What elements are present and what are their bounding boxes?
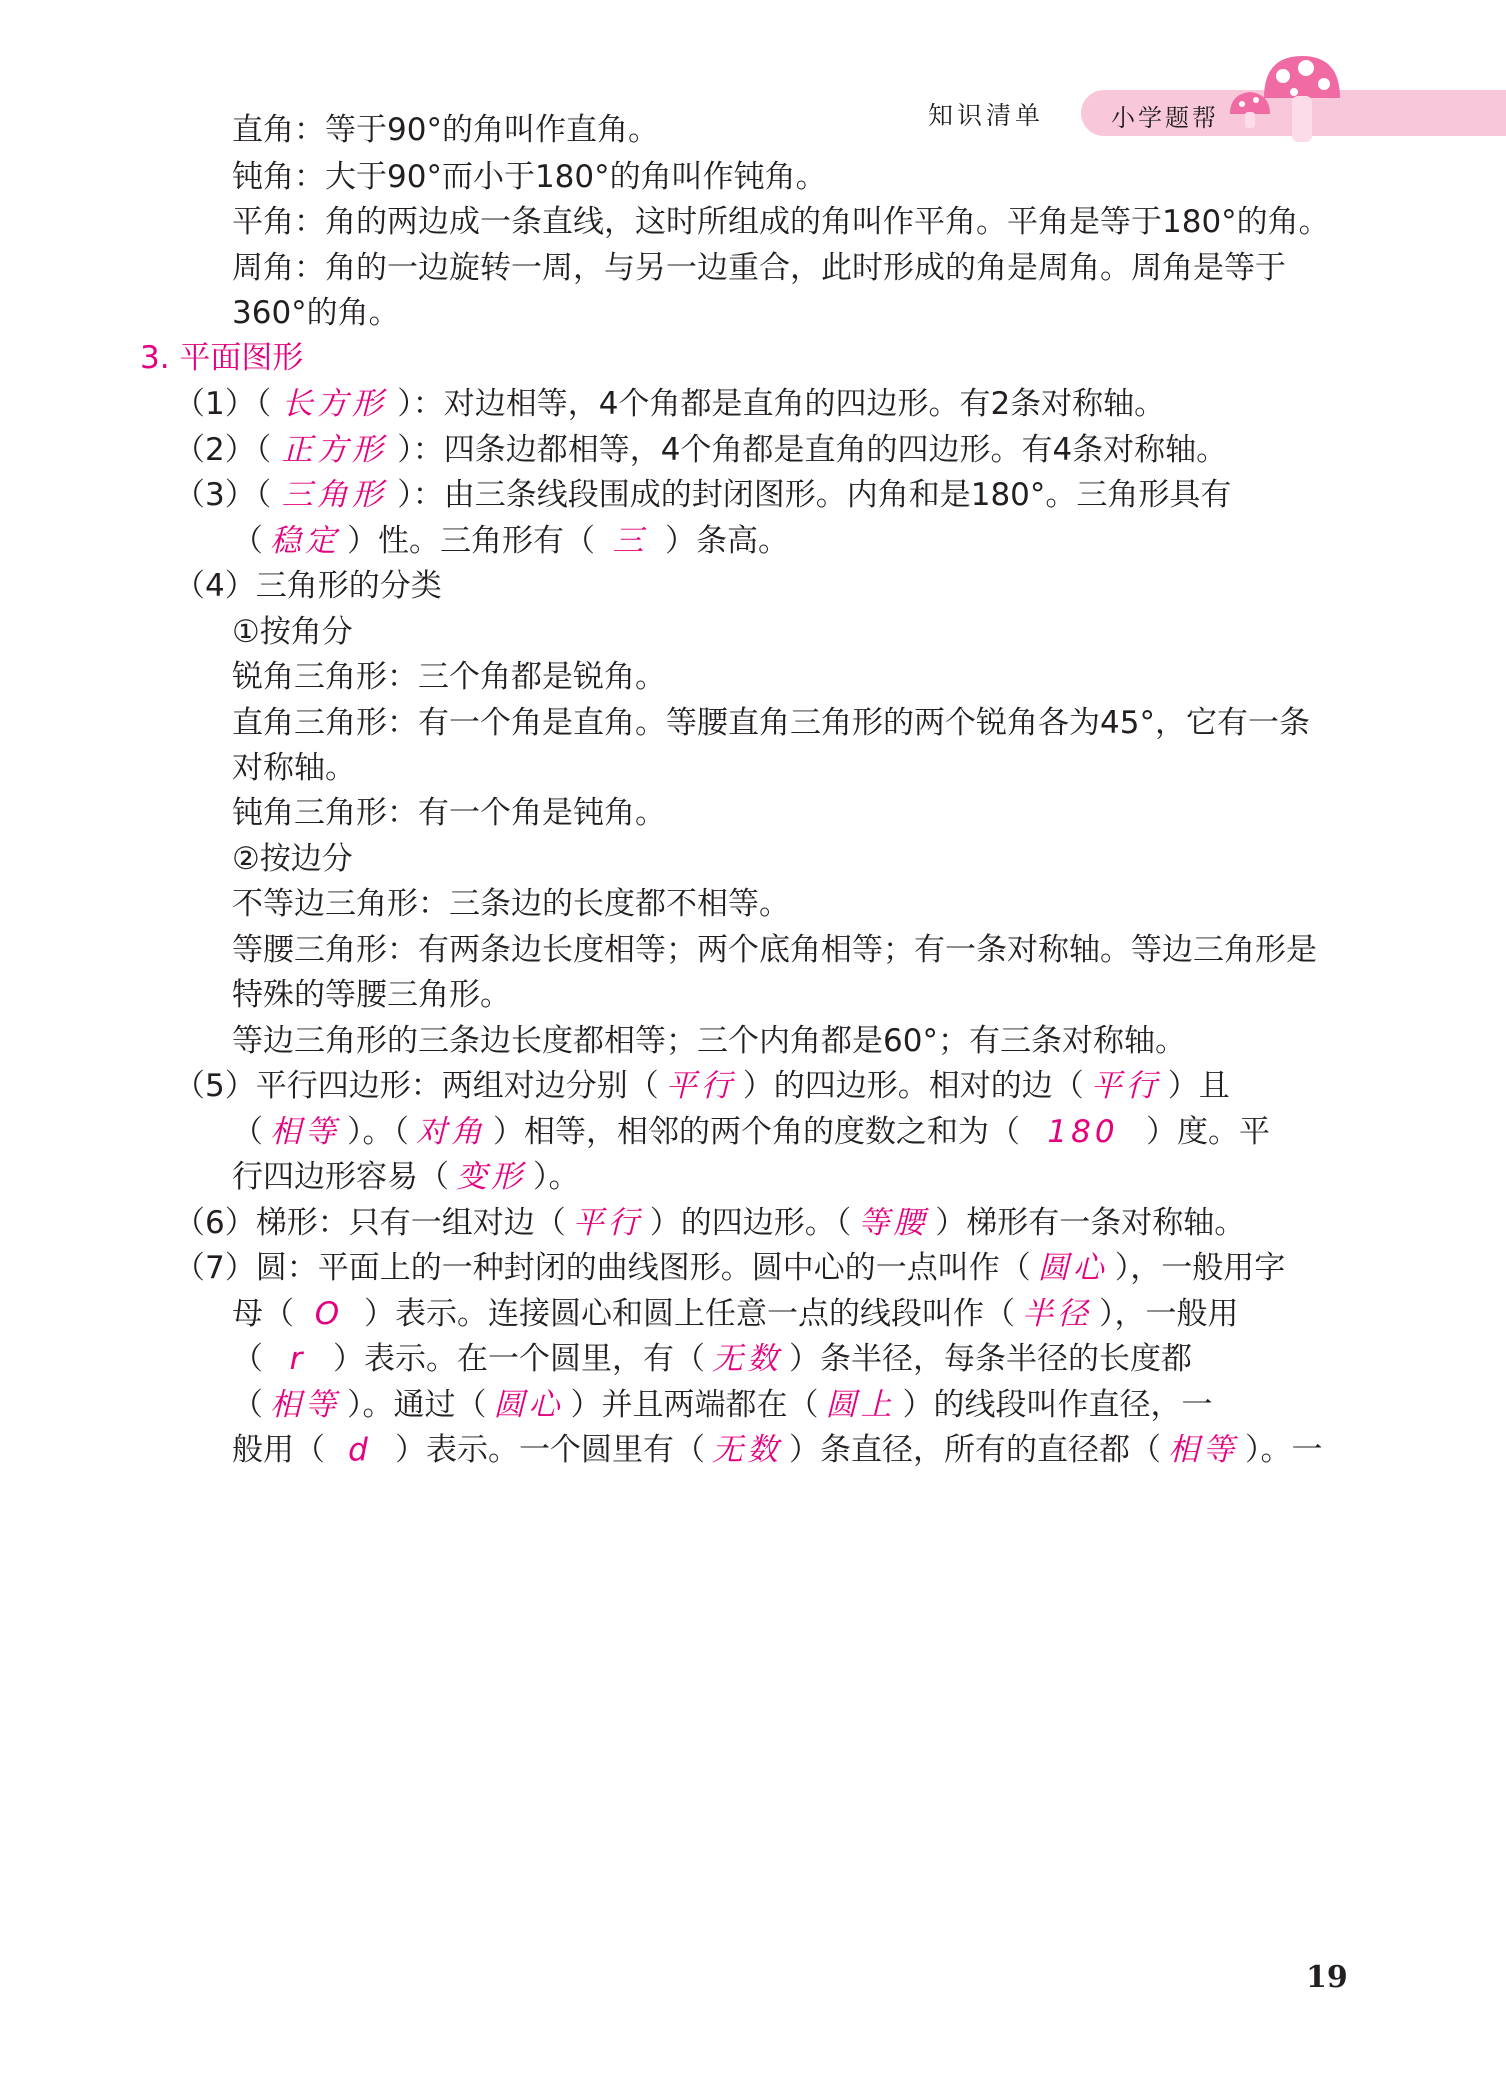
text-segment: ）性。三角形有（ xyxy=(347,523,595,559)
text-segment: 锐角三角形：三个角都是锐角。 xyxy=(232,659,666,695)
text-segment: ）梯形有一条对称轴。 xyxy=(935,1205,1246,1241)
text-segment: 直角：等于90°的角叫作直角。 xyxy=(232,112,659,148)
text-line xyxy=(232,1339,1192,1379)
answer-fill: 相等 xyxy=(1168,1432,1238,1468)
text-segment: （6）梯形：只有一组对边（ xyxy=(174,1205,566,1241)
text-segment: 周角：角的一边旋转一周，与另一边重合，此时形成的角是周角。周角是等于 xyxy=(232,250,1286,286)
text-line xyxy=(174,430,1227,470)
answer-fill: r xyxy=(289,1341,307,1377)
text-segment: ）：四条边都相等，4个角都是直角的四边形。有4条对称轴。 xyxy=(397,432,1228,468)
text-segment: ）条直径，所有的直径都（ xyxy=(789,1432,1161,1468)
text-line xyxy=(232,1112,1270,1152)
text-segment: ）。通过（ xyxy=(347,1387,487,1423)
answer-fill: O xyxy=(314,1296,344,1332)
text-segment: （1）（ xyxy=(174,386,272,422)
text-line xyxy=(174,384,1165,424)
text-line xyxy=(174,1248,1285,1288)
text-segment: ）。（ xyxy=(347,1114,409,1150)
text-segment: ）度。平 xyxy=(1146,1114,1270,1150)
text-segment: 母（ xyxy=(232,1296,294,1332)
mushroom-icon xyxy=(1228,54,1343,150)
text-segment: 对称轴。 xyxy=(232,750,356,786)
text-segment: 360°的角。 xyxy=(232,295,400,331)
text-segment: ）表示。在一个圆里，有（ xyxy=(333,1341,705,1377)
text-segment: ）。 xyxy=(533,1159,580,1195)
text-line xyxy=(232,110,659,150)
text-segment: （5）平行四边形：两组对边分别（ xyxy=(174,1068,659,1104)
text-segment: 直角三角形：有一个角是直角。等腰直角三角形的两个锐角各为45°，它有一条 xyxy=(232,705,1310,741)
text-segment: 钝角三角形：有一个角是钝角。 xyxy=(232,795,666,831)
text-segment: 行四边形容易（ xyxy=(232,1159,449,1195)
answer-fill: 三 xyxy=(612,523,648,559)
text-segment: ）表示。一个圆里有（ xyxy=(395,1432,705,1468)
answer-fill: 相等 xyxy=(270,1114,340,1150)
text-segment: 3. 平面图形 xyxy=(140,340,304,376)
answer-fill: 长方形 xyxy=(281,386,387,422)
text-segment: 特殊的等腰三角形。 xyxy=(232,977,511,1013)
text-line xyxy=(232,521,789,561)
text-segment: ）相等，相邻的两个角的度数之和为（ xyxy=(493,1114,1020,1150)
text-segment: （4）三角形的分类 xyxy=(174,568,442,604)
text-line xyxy=(232,157,827,197)
text-segment: ）条高。 xyxy=(665,523,789,559)
text-segment: ）并且两端都在（ xyxy=(570,1387,819,1423)
answer-fill: 半径 xyxy=(1022,1296,1092,1332)
answer-fill: 无数 xyxy=(712,1432,782,1468)
answer-fill: d xyxy=(348,1432,372,1468)
answer-fill: 对角 xyxy=(416,1114,486,1150)
text-line xyxy=(232,202,1330,242)
answer-fill: 平行 xyxy=(665,1068,736,1104)
text-segment: （7）圆：平面上的一种封闭的曲线图形。圆中心的一点叫作（ xyxy=(174,1250,1031,1286)
text-segment: 平角：角的两边成一条直线，这时所组成的角叫作平角。平角是等于180°的角。 xyxy=(232,204,1330,240)
text-line xyxy=(232,748,356,788)
text-segment: （ xyxy=(232,523,263,559)
text-segment: ）：对边相等，4个角都是直角的四边形。有2条对称轴。 xyxy=(397,386,1166,422)
answer-fill: 无数 xyxy=(712,1341,782,1377)
text-segment: ）。一 xyxy=(1245,1432,1323,1468)
text-line xyxy=(232,1157,580,1197)
answer-fill: 等腰 xyxy=(858,1205,929,1241)
text-line xyxy=(232,839,353,879)
text-line xyxy=(232,930,1317,970)
answer-fill: 圆心 xyxy=(1037,1250,1108,1286)
answer-fill: 180 xyxy=(1047,1114,1119,1150)
answer-fill: 平行 xyxy=(1090,1068,1161,1104)
text-line xyxy=(232,1385,1213,1425)
text-segment: ）的四边形。（ xyxy=(649,1205,852,1241)
text-line xyxy=(174,566,442,606)
text-segment: （ xyxy=(232,1387,263,1423)
text-segment: ①按角分 xyxy=(232,614,353,650)
text-line xyxy=(232,884,790,924)
text-segment: ）且 xyxy=(1167,1068,1230,1104)
text-segment: ）的线段叫作直径，一 xyxy=(902,1387,1213,1423)
text-line xyxy=(174,475,1231,515)
text-segment: ②按边分 xyxy=(232,841,353,877)
text-segment: ）的四边形。相对的边（ xyxy=(742,1068,1084,1104)
text-line xyxy=(232,612,353,652)
text-line xyxy=(232,248,1286,288)
answer-fill: 平行 xyxy=(572,1205,643,1241)
text-line xyxy=(232,703,1310,743)
text-line xyxy=(232,793,666,833)
answer-fill: 相等 xyxy=(270,1387,340,1423)
header-section-label: 知识清单 xyxy=(928,101,1045,130)
text-line xyxy=(232,293,400,333)
text-segment: （3）（ xyxy=(174,477,272,513)
text-segment: 般用（ xyxy=(232,1432,325,1468)
text-line xyxy=(232,657,666,697)
text-segment: 不等边三角形：三条边的长度都不相等。 xyxy=(232,886,790,922)
text-segment: ），一般用 xyxy=(1099,1296,1239,1332)
text-line xyxy=(174,1066,1230,1106)
text-segment: ）：由三条线段围成的封闭图形。内角和是180°。三角形具有 xyxy=(397,477,1232,513)
answer-fill: 三角形 xyxy=(281,477,387,513)
section-heading xyxy=(140,338,303,378)
text-line xyxy=(232,1021,1186,1061)
text-segment: 钝角：大于90°而小于180°的角叫作钝角。 xyxy=(232,159,827,195)
text-segment: ）表示。连接圆心和圆上任意一点的线段叫作（ xyxy=(364,1296,1015,1332)
answer-fill: 稳定 xyxy=(270,523,340,559)
header-brand: 小学题帮 xyxy=(1111,104,1219,132)
text-segment: （ xyxy=(232,1341,263,1377)
text-segment: 等腰三角形：有两条边长度相等；两个底角相等；有一条对称轴。等边三角形是 xyxy=(232,932,1317,968)
text-line xyxy=(232,975,511,1015)
answer-fill: 圆上 xyxy=(825,1387,896,1423)
text-segment: ），一般用字 xyxy=(1114,1250,1286,1286)
answer-fill: 圆心 xyxy=(493,1387,564,1423)
text-segment: 等边三角形的三条边长度都相等；三个内角都是60°；有三条对称轴。 xyxy=(232,1023,1186,1059)
text-segment: （ xyxy=(232,1114,263,1150)
page-number: 19 xyxy=(1306,1960,1348,1995)
answer-fill: 变形 xyxy=(456,1159,526,1195)
text-line xyxy=(232,1430,1323,1470)
text-line xyxy=(232,1294,1239,1334)
text-line xyxy=(174,1203,1245,1243)
answer-fill: 正方形 xyxy=(281,432,387,468)
text-segment: ）条半径，每条半径的长度都 xyxy=(789,1341,1192,1377)
text-segment: （2）（ xyxy=(174,432,272,468)
